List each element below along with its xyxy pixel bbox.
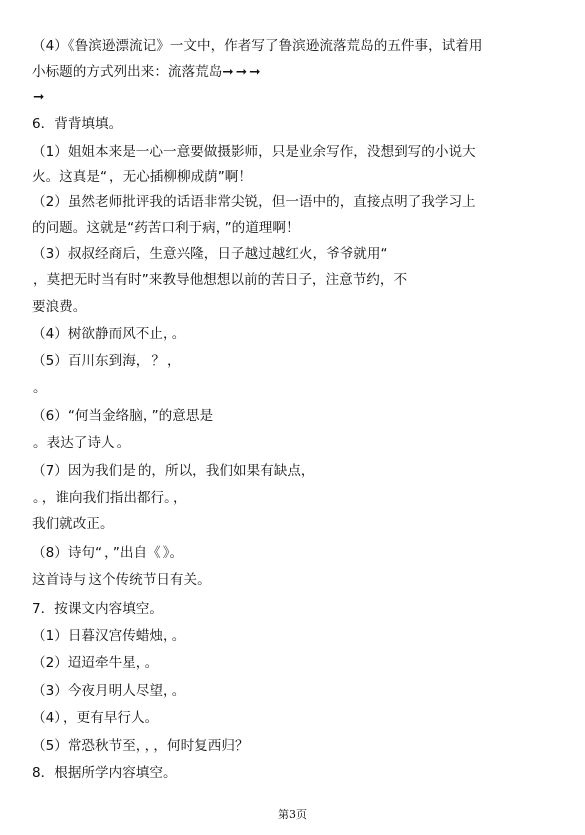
- text: （6）“何当金络脑，: [32, 408, 150, 424]
- section-6-heading: [32, 115, 563, 133]
- text: ，: [144, 738, 152, 754]
- text: （8）诗句“: [32, 545, 103, 561]
- text: ，无心插柳柳成荫”啊！: [109, 169, 252, 185]
- s6-q3-line-3: [32, 298, 563, 316]
- text: （1）日暮汉宫传蜡烛，: [32, 628, 170, 644]
- text: 。: [116, 435, 131, 451]
- text: 》。: [162, 545, 184, 561]
- text: 的，所以，我们如果有缺点，: [137, 463, 315, 479]
- s6-q8-line-1: [32, 544, 563, 562]
- s6-q7-line-1: [32, 462, 563, 480]
- s6-q2-line-1: [32, 193, 563, 211]
- s7-q1-line: [32, 627, 563, 645]
- text: ，: [167, 353, 181, 369]
- text: 。: [33, 380, 47, 396]
- text: 这首诗与: [32, 572, 87, 588]
- question-4-line-1: [32, 37, 563, 55]
- s7-q2-line: [32, 654, 563, 672]
- s6-q5-line-1: [32, 352, 563, 370]
- s6-q3-line-2: [32, 271, 563, 289]
- text: ”的意思是: [151, 408, 214, 424]
- text: 。: [144, 655, 159, 671]
- question-4-line-3: [32, 88, 563, 106]
- arrow: ➞: [249, 64, 261, 80]
- text: 。: [171, 628, 186, 644]
- text: 火。这真是“: [32, 169, 108, 185]
- s6-q7-line-2: [32, 489, 563, 507]
- s6-q8-line-2: [32, 571, 563, 589]
- text: （1）姐姐本来是一心一意要做摄影师，只是业余写作，没想到写的小说大: [32, 144, 476, 160]
- s6-q7-line-3: [32, 515, 563, 533]
- text: 6．背背填填。: [32, 116, 123, 132]
- s6-q1-line-2: [32, 168, 563, 186]
- text: ？: [151, 353, 165, 369]
- text: （4）树欲静而风不止，: [32, 326, 170, 342]
- s6-q3-line-1: [32, 245, 563, 263]
- s6-q5-line-2: [32, 379, 563, 397]
- s6-q6-line-1: [32, 407, 563, 425]
- text: （4）: [32, 710, 62, 726]
- arrow: ➞: [33, 89, 45, 105]
- section-8-heading: [32, 764, 563, 782]
- text: （3）今夜月明人尽望，: [32, 683, 170, 699]
- text: 。: [171, 326, 186, 342]
- text: 。表达了诗人: [33, 435, 115, 451]
- text: （5）百川东到海，: [32, 353, 150, 369]
- s7-q5-line: [32, 737, 563, 755]
- s6-q4-line: [32, 325, 563, 343]
- question-4-line-2: [32, 63, 563, 81]
- text: 这个传统节日有关。: [88, 572, 211, 588]
- text: ，何时复西归？: [153, 738, 249, 754]
- text: 要浪费。: [32, 299, 87, 315]
- text: 。: [171, 683, 186, 699]
- s6-q2-line-2: [32, 219, 563, 237]
- text: ”出自《: [112, 545, 161, 561]
- text: （5）常恐秋节至，: [32, 738, 143, 754]
- s7-q3-line: [32, 682, 563, 700]
- text: （2）虽然老师批评我的话语非常尖锐，但一语中的，直接点明了我学习上: [32, 194, 476, 210]
- text: 7．按课文内容填空。: [32, 601, 163, 617]
- text: ，: [172, 490, 187, 506]
- s6-q1-line-1: [32, 143, 563, 161]
- text: ”的道理啊！: [224, 220, 300, 236]
- text: 我们就改正。: [32, 516, 114, 532]
- text: （3）叔叔经商后，生意兴隆，日子越过越红火，爷爷就用“: [32, 246, 388, 262]
- page-number: 第3页: [278, 808, 307, 821]
- text: 8．根据所学内容填空。: [32, 765, 177, 781]
- arrow: ➞: [235, 64, 248, 80]
- text: （2）迢迢牵牛星，: [32, 655, 143, 671]
- text: ，: [104, 545, 111, 561]
- text: （7）因为我们是: [32, 463, 136, 479]
- text: ，谁向我们指出都行。: [41, 490, 171, 506]
- text: （4）《鲁滨逊漂流记》一文中，作者写了鲁滨逊流落荒岛的五件事，试着用: [32, 38, 483, 54]
- s6-q6-line-2: [32, 434, 563, 452]
- text: 的问题。这就是“药苦口利于病，: [32, 220, 223, 236]
- section-7-heading: [32, 600, 563, 618]
- text: ，更有早行人。: [63, 710, 159, 726]
- text: 小标题的方式列出来：流落荒岛➞: [32, 64, 234, 80]
- text: ，莫把无时当有时”来教导他想想以前的苦日子，注意节约，不: [33, 272, 408, 288]
- s7-q4-line: [32, 709, 563, 727]
- text: 。: [33, 490, 40, 506]
